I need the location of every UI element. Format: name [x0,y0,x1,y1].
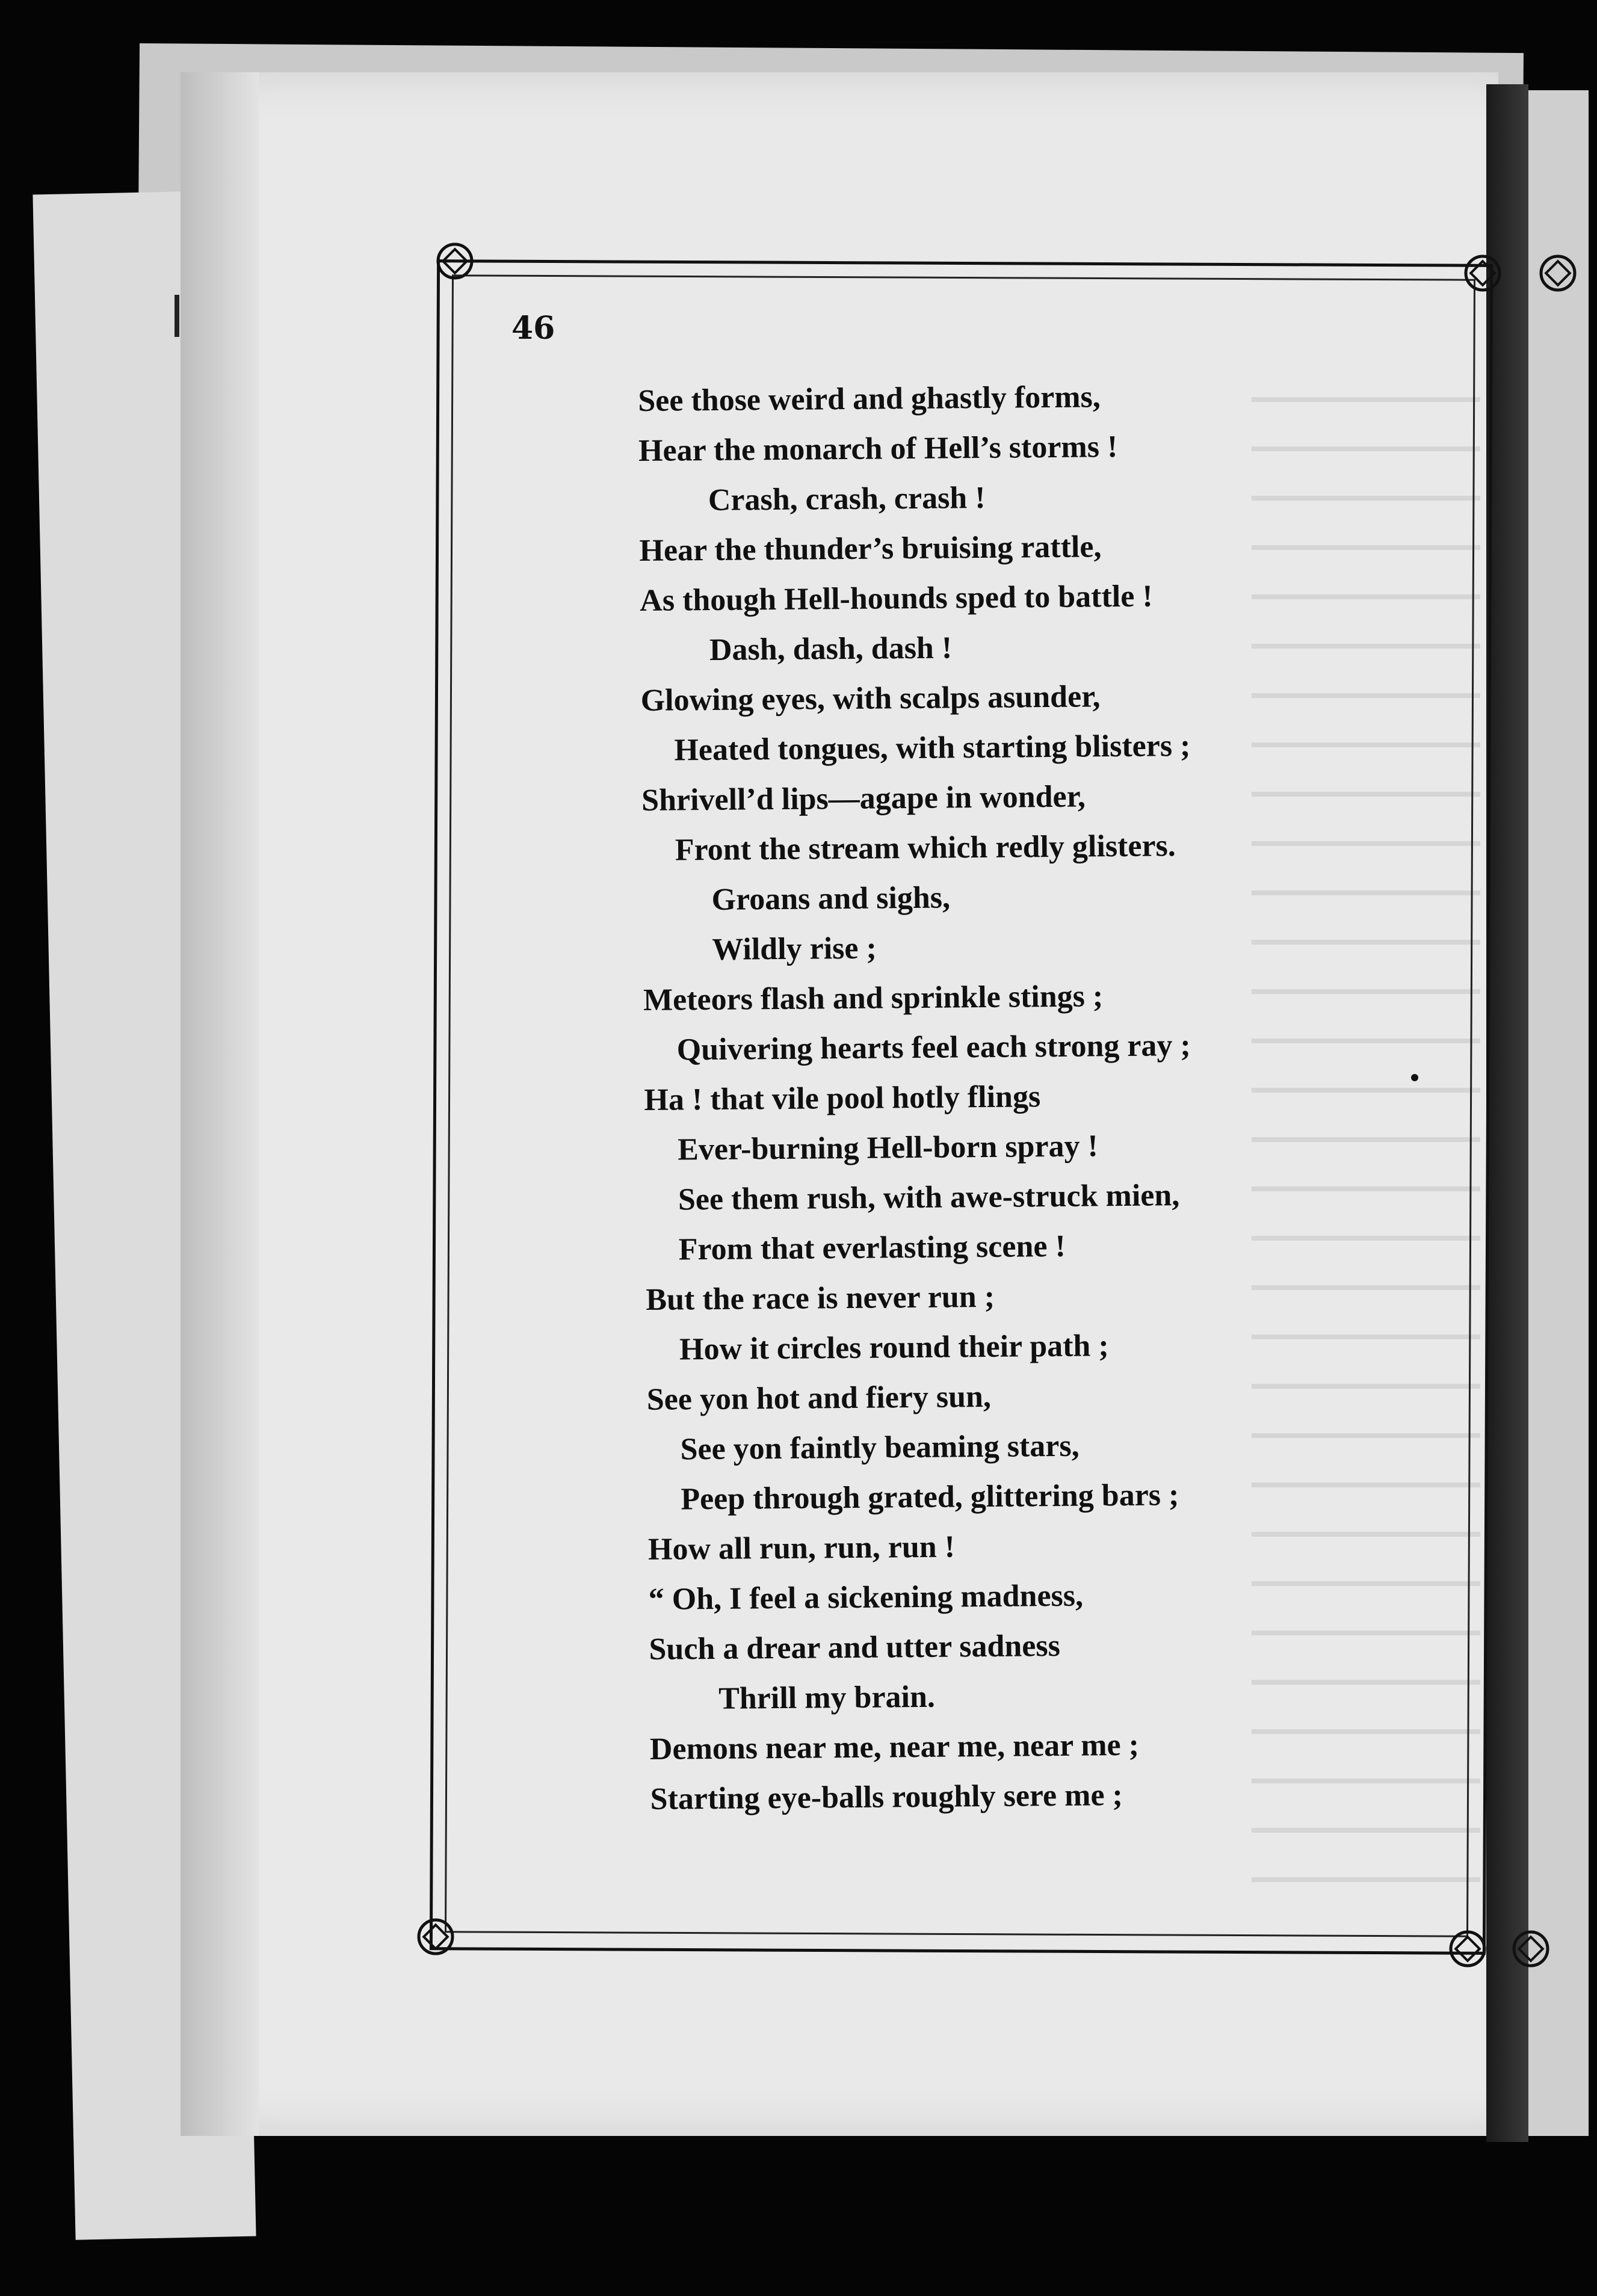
corner-ornament-bottom-left-icon [415,1916,456,1957]
poem-line: See those weird and ghastly forms, [638,380,1101,418]
poem-line: See yon faintly beaming stars, [680,1428,1080,1467]
poem-line: Such a drear and utter sadness [649,1628,1061,1667]
poem-line: Wildly rise ; [712,931,877,967]
corner-ornament-top-right-icon [1462,253,1503,294]
poem-line: How it circles round their path ; [679,1329,1109,1367]
margin-mark [175,295,179,337]
poem-line: But the race is never run ; [646,1279,995,1317]
corner-ornament-facing-page-bottom-icon [1510,1928,1551,1969]
corner-ornament-facing-page-icon [1537,253,1578,294]
poem-line: Demons near me, near me, near me ; [649,1727,1140,1767]
poem-line: Front the stream which redly glisters. [675,829,1176,868]
poem-line: Crash, crash, crash ! [708,480,986,517]
poem-line: Peep through grated, glittering bars ; [681,1478,1179,1517]
poem-line: Meteors flash and sprinkle stings ; [643,979,1104,1017]
poem-line: Starting eye-balls roughly sere me ; [650,1778,1123,1816]
poem-line: Shrivell’d lips—agape in wonder, [641,779,1086,818]
poem-line: Quivering hearts feel each strong ray ; [676,1028,1191,1067]
poem-text [638,371,1200,1824]
poem-line: Ever-burning Hell-born spray ! [677,1129,1099,1167]
page-number: 46 [511,310,555,347]
poem-line: Heated tongues, with starting blisters ; [674,729,1191,768]
poem-line: Thrill my brain. [718,1679,936,1716]
ink-spot [1411,1074,1418,1081]
poem-line: Glowing eyes, with scalps asunder, [640,679,1101,718]
poem-line: See yon hot and fiery sun, [646,1379,992,1417]
corner-ornament-bottom-right-icon [1447,1928,1488,1969]
poem-line: Groans and sighs, [711,880,951,917]
poem-line: As though Hell-hounds sped to battle ! [640,579,1153,618]
poem-line: Hear the thunder’s bruising rattle, [639,529,1102,568]
poem-line: “ Oh, I feel a sickening madness, [648,1578,1084,1617]
poem-line: See them rush, with awe-struck mien, [678,1178,1180,1217]
poem-line: Ha ! that vile pool hotly flings [644,1079,1041,1117]
poem-line: From that everlasting scene ! [678,1229,1066,1267]
corner-ornament-top-left-icon [434,241,475,282]
poem-line: Hear the monarch of Hell’s storms ! [638,430,1118,468]
poem-line: Dash, dash, dash ! [709,631,953,667]
poem-line: How all run, run, run ! [647,1529,956,1567]
page-fold-shadow [1486,84,1528,2142]
page-gutter [181,72,259,2136]
